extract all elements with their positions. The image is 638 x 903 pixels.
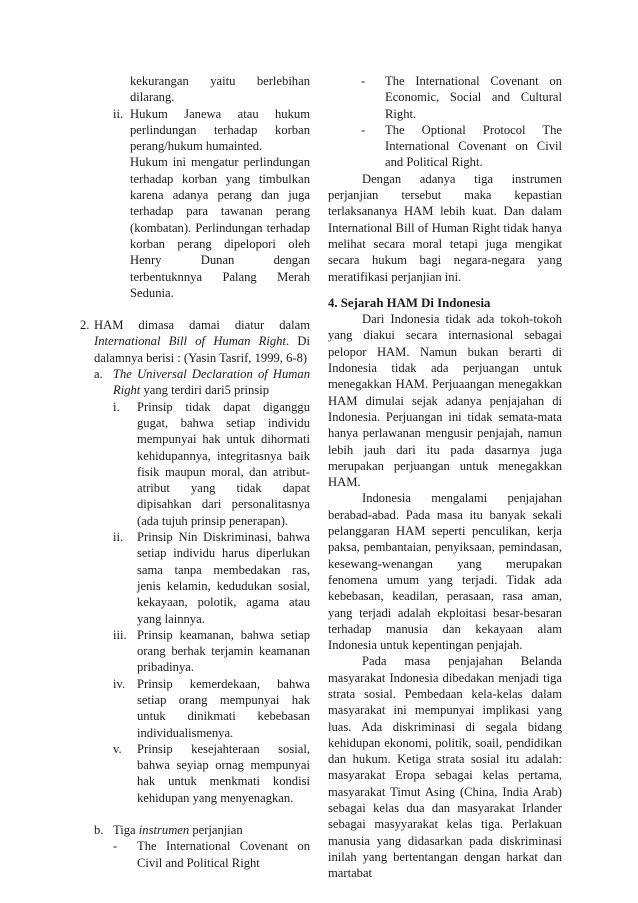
list-item-ii <box>113 106 310 155</box>
instrument-list-continued <box>361 73 562 171</box>
paragraph-strata-sosial: Pada masa penjajahan Belanda masyarakat Indonesia dibedakan menjadi tiga strata sosial. Pembedaan kela-kelas dalam masyarakat ini mempunyai implikasi yang luas. Ada diskriminasi di segala bidang kehidupan ekonomi, politik, soail, pendidikan dan hukum. Ketiga strata sosial itu adalah: masyarakat Eropa sebagai kelas pertama, masyarakat Timut Asing (China, India Arab) sebagai kelas dua dan masyarakat Irlander sebagai masyyarakat kelas tiga. Perlakuan manusia yang didasarkan pada diskriminasi inilah yang bertentangan dengan harkat dan martabat <box>328 654 562 881</box>
principle-item <box>113 741 310 806</box>
principle-item <box>113 399 310 529</box>
list-item-text: Prinsip kesejahteraan sosial, bahwa seyiap ornag mempunyai hak untuk menkmati kondisi kehidupan yang menyenagkan. <box>137 741 310 805</box>
list-item-text: Prinsip keamanan, bahwa setiap orang berhak terjamin keamanan pribadinya. <box>137 627 310 675</box>
list-item-text: HAM dimasa damai diatur dalam International Bill of Human Right. Di dalamnya berisi : (Yasin Tasrif, 1999, 6-8) <box>94 318 310 365</box>
list-item-text: The Universal Declaration of Human Right yang terdiri dari5 prinsip <box>113 367 310 398</box>
paragraph-penjajahan: Indonesia mengalami penjajahan berabad-abad. Pada masa itu banyak sekali pelanggaran HAM seperti penculikan, kerja paksa, pembantaian, penyiksaan, pemindasan, kesewang-wenangan yang merupakan fenomena umum yang terjadi. Tidak ada kebebasan, keadilan, perasaan, rasa aman, yang terjadi adalah ekploitasi besar-besaran terhadap manusia dan kekayaan alam Indonesia untuk kepentingan penjajah. <box>328 491 562 653</box>
list-marker: 2. <box>80 318 90 333</box>
list-marker: v. <box>113 741 122 756</box>
instrument-item <box>361 122 562 171</box>
paragraph-tokoh: Dari Indonesia tidak ada tokoh-tokoh yang diakui secara internasional sebagai pelopor HAM. Namun bukan berarti di Indonesia tidak ada perjuangan untuk menegakkan HAM. Perjuaangan menegakkan HAM dimulai sejak adanya penjajahan di Indonesia. Perjuangan ini tidak semata-mata hanya perlawanan mengusir penjajah, namun lebih jauh dari itu pada dasarnya juga merupakan perjuangan untuk menegakkan HAM. <box>328 312 562 490</box>
list-marker: ii. <box>113 106 124 121</box>
principles-list <box>113 399 310 806</box>
list-marker: iii. <box>113 627 127 642</box>
list-marker: b. <box>94 823 104 838</box>
list-item-text: The Optional Protocol The International Covenant on Civil and Political Right. <box>385 122 562 170</box>
list-item-text: The International Covenant on Economic, Social and Cultural Right. <box>385 74 562 121</box>
paragraph-tiga-instrumen: Dengan adanya tiga instrumen perjanjian tersebut maka kepastian terlaksananya HAM lebih kuat. Dan dalam International Bill of Human Right tidak hanya melihat secara moral tetapi juga mengikat secara hukum bagi negara-negara yang meratifikasi perjanjian ini. <box>328 171 562 284</box>
instrument-list <box>113 838 310 871</box>
section-heading: 4. Sejarah HAM Di Indonesia <box>328 295 491 310</box>
principle-item <box>113 676 310 741</box>
list-marker: - <box>113 839 118 854</box>
principle-item <box>113 627 310 676</box>
list-item-text: Hukum Janewa atau hukum perlindungan terhadap korban perang/hukum humainted. <box>130 106 310 154</box>
list-item-text: Prinsip kemerdekaan, bahwa setiap orang mempunyai hak untuk dinikmati kebebasan individualismenya. <box>137 676 310 740</box>
list-item-b <box>94 822 310 838</box>
paragraph-hukum-janewa: Hukum ini mengatur perlindungan terhadap korban yang timbulkan karena adanya perang dan juga terhadap para tawanan perang (kombatan). Perlindungan terhadap korban perang dipelopori oleh Henry Dunan dengan terbentuknnya Palang Merah Sedunia. <box>130 155 310 300</box>
list-item-a <box>94 366 310 399</box>
list-marker: - <box>361 122 366 137</box>
list-marker: - <box>361 74 366 88</box>
list-marker: iv. <box>113 676 126 691</box>
list-item-text: Prinsip tidak dapat diganggu gugat, bahwa setiap individu mempunyai hak untuk dihormati kehidupannya, integritasnya baik fisik maupun moral, dan atribut-atribut yang tidak dapat dipisahkan dari personalitasnya (ada tujuh prinsip penerapan). <box>137 399 310 528</box>
list-marker: ii. <box>113 530 124 545</box>
list-item-text: Tiga instrumen perjanjian <box>113 823 243 838</box>
instrument-item <box>113 838 310 871</box>
list-item-2 <box>80 317 310 366</box>
list-marker: a. <box>94 367 103 382</box>
instrument-item <box>361 73 562 122</box>
continued-text: kekurangan yaitu berlebihan dilarang. <box>130 74 310 105</box>
principle-item <box>113 529 310 627</box>
list-marker: i. <box>113 399 120 414</box>
right-column <box>328 73 562 882</box>
left-column <box>80 73 310 871</box>
list-item-text: The International Covenant on Civil and Political Right <box>137 839 310 870</box>
list-item-text: Prinsip Nin Diskriminasi, bahwa setiap individu harus diperlukan sama tanpa membedakan ras, jenis kelamin, kedudukan sosial, kekayaan, polotik, agama atau yang lainnya. <box>137 530 310 626</box>
